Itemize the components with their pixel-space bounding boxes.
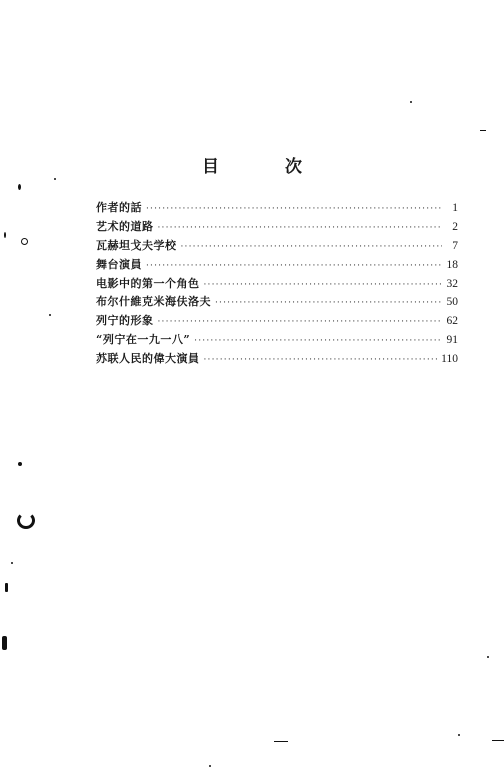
toc-entry-title: 布尔什維克米海伕洛夫: [96, 295, 211, 309]
toc-entry-title: 苏联人民的偉大演員: [96, 352, 200, 366]
toc-entry-title: 瓦赫坦戈夫学校: [96, 238, 177, 252]
toc-entry-title: 列宁的形象: [96, 314, 154, 328]
toc-entry: [96, 350, 458, 369]
scan-speck: [5, 583, 8, 592]
dot-leader: [194, 332, 442, 351]
toc-page-number: 1: [452, 202, 458, 214]
page-title: 目 次: [202, 157, 332, 177]
scan-speck: [54, 178, 56, 180]
scan-speck: [492, 740, 504, 741]
toc-entry: [96, 199, 458, 218]
scan-speck: [480, 130, 486, 131]
dot-leader: [204, 276, 443, 295]
toc-page-number: 110: [441, 353, 458, 366]
toc-entry: [96, 256, 458, 275]
scan-speck: [487, 656, 489, 658]
toc-entry-title: 电影中的第一个角色: [96, 276, 200, 290]
toc-page-number: 7: [452, 239, 458, 252]
scan-speck: [17, 512, 35, 529]
toc-entry: [96, 312, 458, 331]
toc-entry: [96, 218, 458, 237]
toc-page-number: 32: [446, 277, 458, 290]
toc-entry: [96, 237, 458, 256]
toc-page-number: 62: [446, 315, 458, 328]
dot-leader: [181, 238, 443, 257]
dot-leader: [146, 257, 442, 276]
toc-page-number: 18: [446, 258, 458, 271]
toc-page-number: 2: [452, 220, 458, 233]
toc-entry: [96, 331, 458, 350]
toc-page-number: 50: [446, 296, 458, 309]
scan-speck: [49, 314, 51, 316]
dot-leader: [158, 313, 443, 332]
scan-speck: [410, 101, 412, 103]
dot-leader: [204, 351, 438, 370]
scan-speck: [11, 562, 13, 564]
scan-speck: [274, 741, 288, 742]
scan-speck: [2, 636, 7, 650]
scan-speck: [21, 238, 28, 245]
toc-page-number: 91: [446, 334, 458, 347]
scan-speck: [4, 232, 6, 238]
scan-speck: [18, 462, 22, 466]
toc-entry-title: 作者的話: [96, 201, 142, 214]
dot-leader: [215, 294, 442, 313]
toc-entry: [96, 275, 458, 294]
scan-speck: [18, 184, 21, 190]
toc-entry-title: 艺术的道路: [96, 219, 154, 233]
dot-leader: [158, 219, 443, 238]
dot-leader: [146, 200, 442, 219]
toc-entry: [96, 293, 458, 312]
toc-entry-title: “列宁在一九一八”: [96, 333, 191, 347]
toc-entry-title: 舞台演員: [96, 257, 142, 271]
scan-speck: [209, 765, 211, 767]
scan-speck: [458, 734, 460, 736]
table-of-contents: [96, 199, 458, 369]
